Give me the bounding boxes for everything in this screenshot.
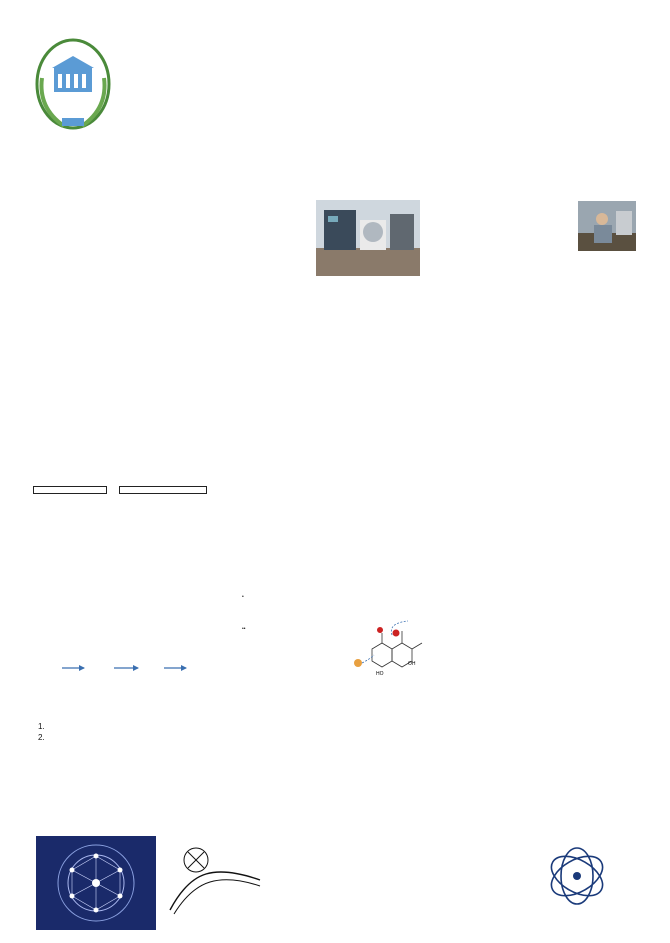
svg-text:HO: HO (376, 671, 384, 677)
method-list: 1. 2. (38, 722, 45, 742)
absorption-chart (450, 468, 640, 630)
epr-spectrometer-photo (316, 200, 420, 276)
seminar-logo (36, 836, 156, 930)
technical-center-logo (166, 840, 264, 924)
reduction-chain (40, 661, 230, 675)
reducing-solution-box (119, 486, 207, 494)
halperin-chart (452, 668, 638, 810)
svg-text:OH: OH (408, 661, 416, 667)
g-identifications: • (242, 594, 244, 600)
tannin-molecule-diagram (350, 615, 436, 689)
nas-ukraine-logo (34, 38, 112, 132)
nmr-spectrometer-photo (578, 201, 636, 251)
mechanism-text: •• (242, 626, 246, 632)
bruker-logo (514, 842, 640, 926)
metal-solution-box (33, 486, 107, 494)
epr-chart (236, 268, 432, 568)
